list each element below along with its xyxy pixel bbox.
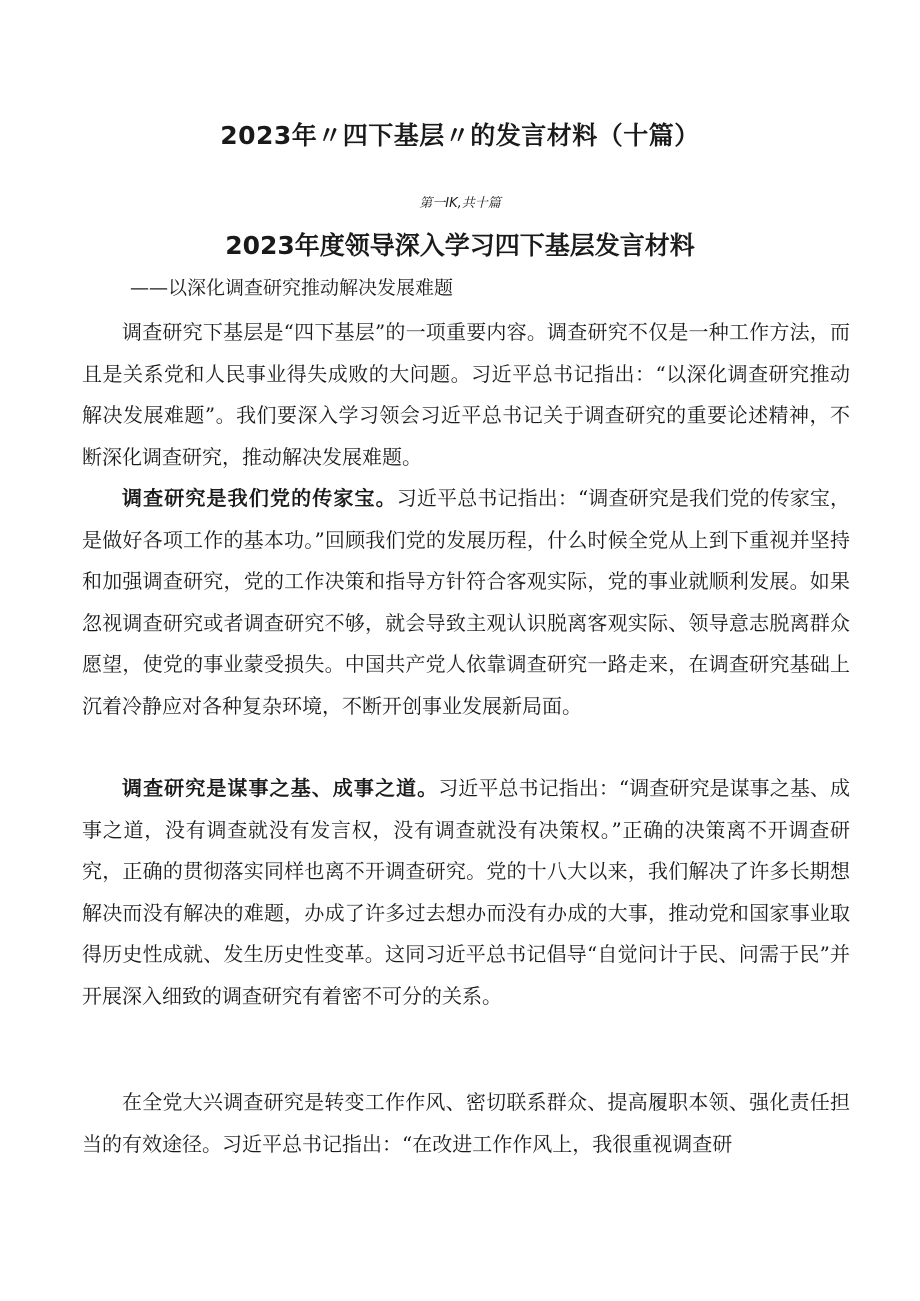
document-title: 2023年〃四下基层〃的发言材料（十篇） [220, 121, 700, 150]
paragraph-text: 习近平总书记指出：“调查研究是谋事之基、成事之道，没有调查就没有发言权，没有调查就没有决策权。”正确的决策离不开调查研究，正确的贯彻落实同样也离不开调查研究。党的十八大以来，我们解决了许多长期想解决而没有解决的难题，办成了许多过去想办而没有办成的大事，推动党和国家事业取得历史性成就、发生历史性变革。这同习近平总书记倡导“自觉问计于民、问需于民”并开展深入细致的调查研究有着密不可分的关系。 [82, 776, 850, 1008]
paragraph-lead: 调查研究是谋事之基、成事之道。 [122, 776, 439, 800]
paragraph-text: 在全党大兴调查研究是转变工作作风、密切联系群众、提高履职本领、强化责任担当的有效途径。习近平总书记指出：“在改进工作作风上，我很重视调查研 [82, 1090, 850, 1156]
paragraph [82, 1082, 850, 1165]
speech-subtitle: ——以深化调查研究推动解决发展难题 [130, 277, 454, 299]
speech-title: 2023年度领导深入学习四下基层发言材料 [225, 231, 695, 260]
paragraph-text: 调查研究下基层是“四下基层”的一项重要内容。调查研究不仅是一种工作方法，而且是关系党和人民事业得失成败的大问题。习近平总书记指出：“以深化调查研究推动解决发展难题”。我们要深入学习领会习近平总书记关于调查研究的重要论述精神，不断深化调查研究，推动解决发展难题。 [82, 320, 850, 469]
paragraph-lead: 调查研究是我们党的传家宝。 [122, 486, 397, 510]
paragraph [82, 478, 850, 727]
paragraph [82, 768, 850, 1017]
paragraph [82, 312, 850, 478]
part-label: 第一IK,共十篇 [419, 196, 501, 211]
paragraph-text: 习近平总书记指出：“调查研究是我们党的传家宝，是做好各项工作的基本功。”回顾我们党的发展历程，什么时候全党从上到下重视并坚持和加强调查研究，党的工作决策和指导方针符合客观实际，党的事业就顺利发展。如果忽视调查研究或者调查研究不够，就会导致主观认识脱离客观实际、领导意志脱离群众愿望，使党的事业蒙受损失。中国共产党人依靠调查研究一路走来，在调查研究基础上沉着冷静应对各种复杂环境，不断开创事业发展新局面。 [82, 486, 851, 718]
